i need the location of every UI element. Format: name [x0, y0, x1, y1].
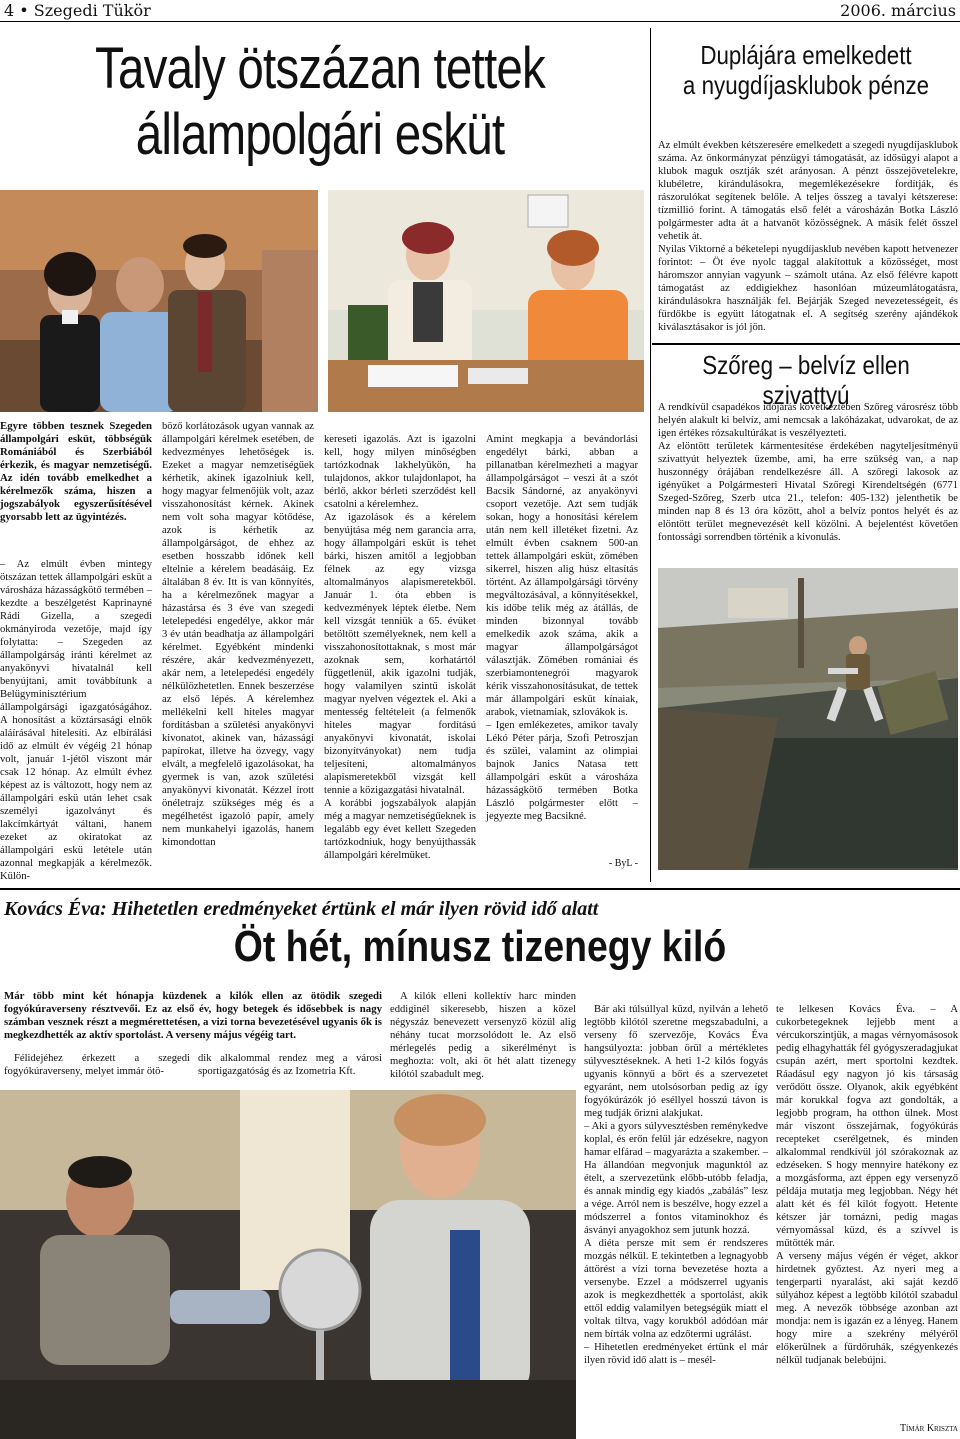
article4-lead-col-a: [4, 1052, 190, 1078]
article4-col5-text: te lelkesen Kovács Éva. – A cukorbetegeknek lejjebb ment a vércukorszintjük, a magas vérnyomásosok pedig elhagyhatták fél gyógyszeradagjukat csupán azért, mert sportolni kezdtek. Ráadásul egy nagyon jó kis társaság verődött össze. Olyanok, akik egyébként már korukkal fogva azt gondolták, a legjobb program, ha otthon ülnek. Most már viszont összejárnak, fogyókúrás recepteket cserélgetnek, és minden alkalommal rendkívül jól szórakoznak az edzéseken. S hogy mennyire hatékony ez a mozgásforma, azt éppen egy versenyző példája mutatja meg legjobban. Négy hét alatt két és fél kilót fogyott. Hetente kétszer jár tornázni, pedig magas vérnyomással küzd, és a szívvel is műtötték már. A verseny május végén ér véget, akkor hirdetnek győztest. Az nyeri meg a tengerparti nyaralást, aki saját kezdő súlyához képest a legtöbb kilótól szabadul meg. A nevezők többsége azonban azt mondja: nem is igazán ez a lényeg. Hanem hogy mire a szekrény mélyéről előkerülnek a fürdőruhák, szégyenkezés nélkül tudjanak belebújni.: [776, 1004, 958, 1366]
article4-signature: Tímár Kriszta: [899, 1423, 958, 1434]
article1-col4-text: Amint megkapja a bevándorlási engedélyt bárki, abban a pillanatban kérelmezheti a magyar állampolgárságot – veszi át a szót Bacsik Sándorné, az anyakönyvi csoport vezetője. Azt sem tudják sokan, hogy a honosítási kérelem után nem kell illetéket fizetni. Az elmúlt évben csaknem 500-an tettek állampolgári esküt, zömében sikerrel, hiszen alig húsz eltasítás történt. Az állampolgársági törvény megváltozásával, a könnyítésekkel, kis időbe telik még az átállás, de minden bizonnyal tovább emelkedik azok száma, akik a magyar állampolgárságot választják. Zömében romániai és szerbiamontenegrói magyarok kérik visszahonosításukat, de tettek már állampolgári esküt kínaiak, arabok, vietnamiak, szlovákok is. – Igen emlékezetes, amikor tavaly Lékó Péter párja, Szofi Petroszjan és szülei, valamint az olimpiai bajnok Janics Natasa tett állampolgári esküt a városháza házasságkötő termében Botka László polgármester előtt – jegyezte meg Bacsikné.: [486, 434, 638, 822]
article1-col1-text: – Az elmúlt évben mintegy ötszázan tettek állampolgári esküt a városháza házasságkötő termében – kezdte a beszélgetést Kaprinayné Rádi Gizella, a szegedi okmányiroda vezetője, majd így folytatta: – Szegeden az állampolgárság iránti kérelmet az anyakönyvi hivatalnál kell benyújtani, amit továbbítunk a Belügyminisztérium állampolgársági igazgatóságához. A honosítást a köztársasági elnök aláírásával hitelesíti. Az elbírálási idő az elmúlt év végéig 21 hónap volt, január 1-jétől viszont már csak 12 hónap. Az elmúlt évhez képest az is változott, hogy nem az állampolgári eskü után lehet csak személyi igazolványt és lakcímkártyát váltani, hanem ezeket az okiratokat az állampolgári eskü letétele után azonnal megkapják a kérelmezők. Külön-: [0, 559, 152, 882]
people-on-exercise-bikes-photo-illustration: [0, 1090, 576, 1439]
article1-lead: Egyre többen tesznek Szegeden állampolgári esküt, többségük Romániából és Szerbiából érkezik, és magyar nemzetiségű. Az idén tovább emelkedhet a kérelmezők száma, hiszen a jogszabályok egyszerűsítésével gyorsabb lett az ügyintézés.: [0, 420, 152, 523]
article2-body-text: Az elmúlt években kétszeresére emelkedett a szegedi nyugdíjasklubok száma. Az önkormányzat pénzügyi támogatását, az idősügyi alapot a klubok maguk osztják szét arányosan. A pénzt összejövetelekre, klubéletre, kirándulásokra, megemlékezésekre fordítják, és rászorulókat segítenek belőle. A teljes összeg a tavalyi kétszerese: tízmillió forint. A támogatás első felét a városházán Botka László polgármester adta át a hatvanöt közösségnek. A másik felét ősszel vehetik át. Nyilas Viktorné a béketelepi nyugdíjasklub nevében kapott hetvenezer forintot: – Öt éve nyolc taggal alakítottuk a közösséget, most háromszor annyian vagyunk – számolt utána. Az első félévre kapott támogatást az eddigiekhez hasonlóan múzeumlátogatásra, kirándulásokra használják fel. Bejárják Szeged nevezetességeit, és fürdőkbe is együtt látogatnak el. A segítség szerény ajándékok kiválasztásakor is jól jön.: [658, 140, 958, 333]
article3-body: [658, 388, 958, 557]
group-photo: [0, 190, 318, 412]
article4-kicker: Kovács Éva: Hihetetlen eredményeket értünk el már ilyen rövid idő alatt: [4, 898, 599, 920]
article1-title-line2: állampolgári esküt: [135, 102, 505, 167]
article4-lead-col-b-text: dik alkalommal rendez meg a városi sportigazgatóság és az Izometria Kft.: [198, 1053, 382, 1077]
article4-lead-col-b: [198, 1052, 382, 1078]
page-header-left: 4 • Szegedi Tükör: [4, 1, 151, 20]
article1-headline: [90, 36, 549, 168]
article1-col4: [486, 420, 638, 836]
two-women-at-desk-photo-illustration: [328, 190, 644, 412]
column-divider: [650, 28, 651, 882]
article4-col3-text: A kilók elleni kollektív harc minden eddiginél sikeresebb, hiszen a közel négyszáz benevezett versenyző közül alig néhány tucat morzsolódott le. Az első mérlegelés pedig a sikerélményt is meghozta: volt, aki öt hét alatt tizenegy kilótól szabadult meg.: [390, 991, 576, 1080]
article2-title-line1: Duplájára emelkedett: [700, 40, 912, 70]
exercise-photo: [0, 1090, 576, 1439]
article3-body-text: A rendkívül csapadékos időjárás következtében Szőreg városrész több helyén alakult ki belvíz, ami nemcsak a lakóházakat, udvarokat, de az igen értékes rózsakultúrákat is veszélyezteti. Az elöntött területek kármentesítése érdekében nagyteljesítményű szivattyút helyeztek üzembe, ami, ha erre szükség van, a nap huszonnégy órájában rendelkezésre áll. A szőregi lakosok az igényüket a Polgármesteri Hivatal Szőregi Kirendeltségén (6771 Szeged-Szőreg, Szerb utca 21., telefon: 405-132) jelenthetik be minden nap 8 és 13 óra között, ahol a belvíz pontos helyét és az elöntött terület megnevezését kell közölni. A bejelentést követően fontossági sorrendben történik a kivonulás.: [658, 402, 958, 543]
article1-col2-text: böző korlátozások ugyan vannak az állampolgári kérelmek esetében, de kedvezményes lehetőségek is. Ezeket a magyar nemzetiségűek kérhetik, akinek igazolniuk kell, hogy magyar felmenőjük volt, azaz visszahonosítást kérnek. Akinek nem volt soha magyar kötődése, azok is kérhetik az állampolgárságot, de ehhez az esetben hosszabb időnek kell eltelnie a kérelem beadásáig. Ez általában 8 év. Itt is van könnyítés, ha a kérelmezőnek magyar a házastársa és 3 éve van szegedi letelepedési engedélye, akkor már 3 év után beadhatja az állampolgári kérelmet. Egyébként mindenki részére, akár kedvezményezett, akár nem, a letelepedési engedély nélkülözhetetlen. Ennek beszerzése az első lépés. A kérelemhez mellékelni kell hiteles magyar fordításban a születési anyakönyvi kivonatot, akinek van, házassági papírokat, illetve ha özvegy, vagy elvált, a megfelelő igazolásokat, ha gyermek is van, azok születési anyakönyvi kivonatát. Kézzel írott önéletrajz szükséges még és a megélhetést igazoló papír, amely nem munkahelyi igazolás, hanem kimondottan: [162, 421, 314, 848]
article1-col2: [162, 420, 314, 849]
article1-title-line1: Tavaly ötszázan tettek: [95, 36, 545, 101]
article4-col3: [390, 990, 576, 1081]
article4-top-rule: [0, 888, 960, 890]
article1-signature: - ByL -: [608, 858, 638, 869]
article4-col5: [776, 990, 958, 1380]
article4-headline: Öt hét, mínusz tizenegy kiló: [233, 922, 727, 971]
two-women-photo: [328, 190, 644, 412]
article1-col3-text: kereseti igazolás. Azt is igazolni kell, hogy milyen minőségben tartózkodnak lakhelyükön, ha tulajdonos, akkor tulajdonlapot, ha bérlő, akkor bérleti szerződést kell csatolni a kérelemhez. Az igazolások és a kérelem benyújtása még nem garancia arra, hogy állampolgári esküt is tehet bárki, hiszen amitől a legjobban félnek az egy vizsga altomalmányos alapismeretekből. Január 1. óta ebben is kedvezmények léptek életbe. Nem kell vizsgát tenniük a 65. évüket betöltött személyeknek, nem kell a visszahonosítottaknak, s most már azoknak sem, korhatártól függetlenül, akik igazolni tudják, hogy valamilyen szintű iskolát magyar nyelven végeztek el. Aki a mentesség feltételeit (a felmenők hiteles magyar fordítású anyakönyvi kivonatát, iskolai bizonyítványokat) nem tudja teljesíteni, altomalmányos alapismeretekből vizsgát kell tennie a közigazgatási hivatalnál. A korábbi jogszabályok alapján még a magyar nemzetiségűeknek is legalább egy évet kellett Szegeden tartózkodniuk, hogy benyújthassák állampolgári kérelmüket.: [324, 434, 476, 861]
article3-headline: Szőreg – belvíz ellen szivattyú: [702, 350, 910, 410]
article2-headline: [674, 40, 939, 100]
article4-col4-text: Bár aki túlsúllyal küzd, nyilván a lehető legtöbb kilótól szeretne megszabadulni, a verseny fő szervezője, Kovács Éva hangsúlyozta: jobban örül a mértékletes súlyvesztéseknek. A heti 1-2 kilós fogyás ugyanis könnyű a bőrt és a szervezetet egyaránt, nem utolsósorban pedig az így fogyókúrázók jó eséllyel hosszú távon is meg tudják őrizni alakjukat. – Aki a gyors súlyvesztésben reménykedve koplal, és erőn felül jár edzésekre, nagyon hamar elfárad – magyarázta a szakember. – Ha állandóan megvonjuk magunktól az ételt, a szervezetünk előbb-utóbb feladja, és annak mindig egy kiadós „zabálás” lesz a vége. Arról nem is beszélve, hogy ezzel a módszerrel a fontos vitaminokhoz és ásványi anyagokhoz sem jutunk hozzá. A diéta persze mit sem ér rendszeres mozgás nélkül. E tekintetben a legnagyobb áttörést a vízi torna bevezetése hozta a versenybe. Ezzel a módszerrel ugyanis azok is megkezdhették a sportolást, akik ettől eddig valamilyen betegségük miatt el voltak tiltva, vagy korukból adódóan már nem bírták volna az edzőtermi ugrálást. – Hihetetlen eredményeket értünk el már ilyen rövid idő alatt is – mesél-: [584, 1004, 768, 1366]
article2-body: [658, 126, 958, 347]
man-crossing-flooded-ditch-photo-illustration: [658, 568, 958, 870]
article1-col3: [324, 420, 476, 875]
three-people-group-photo-illustration: [0, 190, 318, 412]
page-header-date: 2006. március: [840, 1, 956, 20]
article2-title-line2: a nyugdíjasklubok pénze: [682, 70, 930, 100]
article4-lead-col-a-text: Félidejéhez érkezett a szegedi fogyókúraverseny, melyet immár ötö-: [4, 1053, 190, 1077]
article1-col1: [0, 558, 152, 883]
article4-lead: Már több mint két hónapja küzdenek a kilók ellen az ötödik szegedi fogyókúraverseny résztvevői. Ez az első év, hogy betegek és idősebbek is nagy számban vesznek részt a megmérettetésen, a vizi torna bevezetésével ugyanis ők is megkezdhették az aktív sportolást. A verseny május végéig tart.: [4, 990, 382, 1041]
article4-col4: [584, 990, 768, 1380]
article3-top-rule: [652, 343, 960, 345]
page-header: [0, 0, 960, 22]
flood-photo: [658, 568, 958, 870]
